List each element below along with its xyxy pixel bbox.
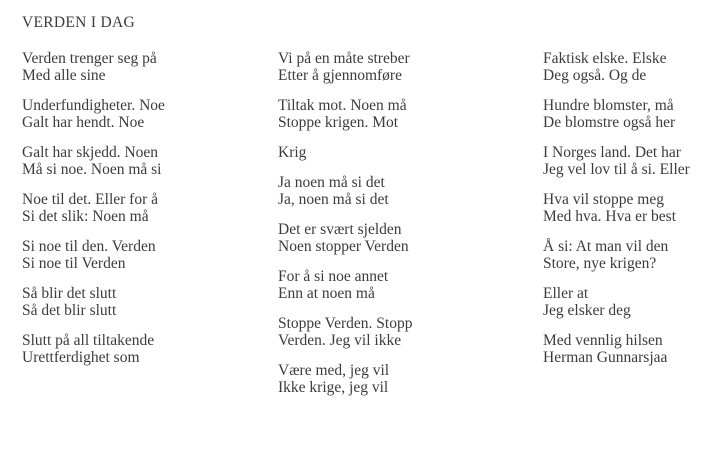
poem-line: Si det slik: Noen må <box>22 208 149 225</box>
poem-line: Så blir det slutt <box>22 285 117 302</box>
poem-line: Urettferdighet som <box>22 349 140 366</box>
poem-stanza <box>22 50 272 84</box>
poem-line: Det er svært sjelden <box>278 221 402 238</box>
poem-line: Så det blir slutt <box>22 302 117 319</box>
poem-stanza <box>22 144 272 178</box>
poem-line: Noen stopper Verden <box>278 238 409 255</box>
poem-stanza <box>278 144 536 161</box>
poem-stanza <box>278 221 536 255</box>
poem-stanza <box>543 50 719 84</box>
poem-line: De blomstre også her <box>543 114 676 131</box>
poem-stanza <box>278 174 536 208</box>
poem-line: Herman Gunnarsjaa <box>543 349 668 366</box>
poem-line: Etter å gjennomføre <box>278 67 402 84</box>
poem-stanza <box>543 332 719 366</box>
poem-stanza <box>278 362 536 396</box>
poem-line: Verden trenger seg på <box>22 50 157 67</box>
poem-line: I Norges land. Det har <box>543 144 681 161</box>
poem-line: Være med, jeg vil <box>278 362 390 379</box>
poem-line: Slutt på all tiltakende <box>22 332 155 349</box>
poem-line: Faktisk elske. Elske <box>543 50 667 67</box>
poem-line: Si noe til Verden <box>22 255 126 272</box>
poem-stanza <box>278 50 536 84</box>
poem-line: Galt har hendt. Noe <box>22 114 145 131</box>
poem-line: Underfundigheter. Noe <box>22 97 165 114</box>
poem-line: Stoppe krigen. Mot <box>278 114 399 131</box>
poem-stanza <box>543 191 719 225</box>
poem-line: Stoppe Verden. Stopp <box>278 315 413 332</box>
poem-line: Ikke krige, jeg vil <box>278 379 389 396</box>
poem-line: Store, nye krigen? <box>543 255 657 272</box>
page-title: VERDEN I DAG <box>22 14 135 31</box>
poem-column-3 <box>543 50 719 366</box>
poem-stanza <box>278 97 536 131</box>
poem-stanza <box>278 315 536 349</box>
poem-line: Deg også. Og de <box>543 67 647 84</box>
poem-line: For å si noe annet <box>278 268 389 285</box>
poem-stanza <box>22 332 272 366</box>
poem-line: Med vennlig hilsen <box>543 332 663 349</box>
poem-column-2 <box>278 50 536 396</box>
poem-column-1 <box>22 50 272 366</box>
poem-line: Tiltak mot. Noen må <box>278 97 407 114</box>
poem-stanza <box>22 191 272 225</box>
poem-stanza <box>543 285 719 319</box>
poem-stanza <box>543 144 719 178</box>
poem-line: Jeg elsker deg <box>543 302 631 319</box>
poem-line: Eller at <box>543 285 589 302</box>
poem-line: Hva vil stoppe meg <box>543 191 664 208</box>
poem-line: Ja, noen må si det <box>278 191 389 208</box>
poem-stanza <box>278 268 536 302</box>
poem-line: Hundre blomster, må <box>543 97 674 114</box>
poem-stanza <box>543 97 719 131</box>
poem-line: Galt har skjedd. Noen <box>22 144 159 161</box>
poem-line: Si noe til den. Verden <box>22 238 156 255</box>
poem-stanza <box>543 238 719 272</box>
poem-line: Må si noe. Noen må si <box>22 161 162 178</box>
poem-stanza <box>22 97 272 131</box>
poem-line: Vi på en måte streber <box>278 50 410 67</box>
poem-stanza <box>22 238 272 272</box>
poem-line: Ja noen må si det <box>278 174 385 191</box>
poem-line: Med hva. Hva er best <box>543 208 676 225</box>
poem-line: Enn at noen må <box>278 285 375 302</box>
poem-line: Verden. Jeg vil ikke <box>278 332 402 349</box>
poem-line: Jeg vel lov til å si. Eller <box>543 161 690 178</box>
poem-line: Krig <box>278 144 307 161</box>
poem-line: Noe til det. Eller for å <box>22 191 159 208</box>
poem-line: Med alle sine <box>22 67 106 84</box>
poem-line: Å si: At man vil den <box>543 238 669 255</box>
poem-stanza <box>22 285 272 319</box>
